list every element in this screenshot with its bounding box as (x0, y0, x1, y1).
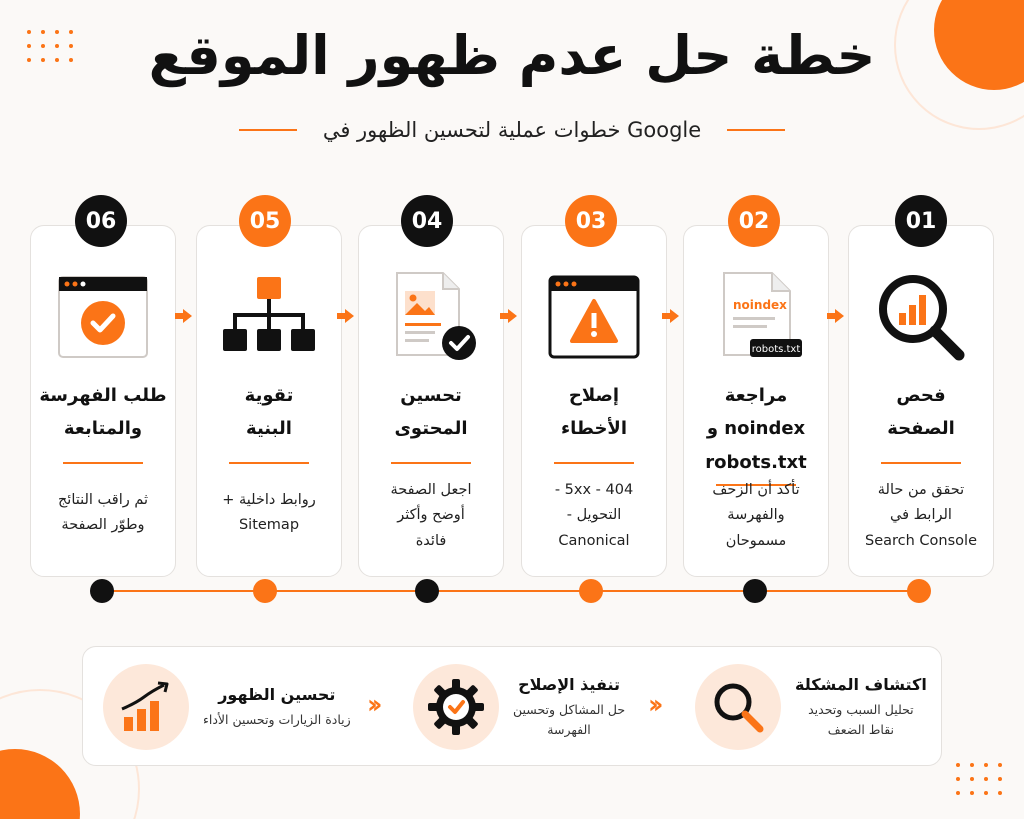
step-description: اجعل الصفحة أوضح وأكثر فائدة (390, 482, 472, 549)
timeline-dot (743, 579, 767, 603)
arrow-icon (670, 309, 679, 323)
timeline-dot (253, 579, 277, 603)
arrow-icon (508, 309, 517, 323)
page-subtitle: خطوات عملية لتحسين الظهور في Google (322, 118, 702, 142)
summary-description: حل المشاكل وتحسين الفهرسة (513, 701, 626, 737)
page-title: خطة حل عدم ظهور الموقع (148, 24, 876, 87)
step-number-06: 06 (75, 195, 127, 247)
step-description: تحقق من حالة الرابط في Search Console (865, 482, 977, 549)
subtitle-row (0, 118, 1024, 142)
step-card-04 (358, 225, 504, 577)
timeline-dot (90, 579, 114, 603)
step-divider (229, 462, 309, 464)
sitemap-icon (197, 262, 341, 372)
summary-panel (82, 646, 942, 766)
step-description: 404 - 5xx - التحويل - Canonical (554, 482, 634, 549)
document-noindex-icon (684, 262, 828, 372)
arrow-icon (183, 309, 192, 323)
summary-description: تحليل السبب وتحديد نقاط الضعف (808, 701, 914, 737)
growth-chart-icon (103, 664, 189, 750)
subtitle-line-right (727, 129, 785, 131)
timeline-line (100, 590, 920, 592)
subtitle-line-left (239, 129, 297, 131)
step-title: تحسين المحتوى (394, 385, 468, 440)
step-divider (63, 462, 143, 464)
step-card-02 (683, 225, 829, 577)
step-number-05: 05 (239, 195, 291, 247)
magnifier-chart-icon (849, 262, 993, 372)
double-chevron-icon: ›› (367, 690, 377, 720)
summary-title: تنفيذ الإصلاح (518, 674, 620, 694)
summary-text (513, 675, 625, 740)
step-description: تأكد أن الزحف والفهرسة مسموحان (712, 482, 800, 549)
step-card-01 (848, 225, 994, 577)
arrow-icon (345, 309, 354, 323)
summary-item-improve (103, 663, 351, 751)
step-card-06 (30, 225, 176, 577)
gear-check-icon (413, 664, 499, 750)
browser-check-icon (31, 262, 175, 372)
step-number-04: 04 (401, 195, 453, 247)
summary-item-detect (695, 663, 927, 751)
timeline-dot (415, 579, 439, 603)
step-card-05 (196, 225, 342, 577)
step-title: فحص الصفحة (887, 385, 955, 440)
arrow-icon (835, 309, 844, 323)
double-chevron-icon: ›› (648, 690, 658, 720)
step-number-03: 03 (565, 195, 617, 247)
search-icon (695, 664, 781, 750)
step-description: ثم راقب النتائج وطوّر الصفحة (57, 492, 149, 534)
summary-item-implement (413, 663, 625, 751)
doc-robots-tag: robots.txt (751, 344, 801, 355)
summary-title: تحسين الظهور (218, 684, 336, 704)
summary-text (203, 685, 351, 730)
document-check-icon (359, 262, 503, 372)
step-title: تقوية البنية (244, 385, 294, 440)
step-card-03 (521, 225, 667, 577)
step-number-02: 02 (728, 195, 780, 247)
steps-row (0, 195, 1024, 595)
step-divider (391, 462, 471, 464)
browser-warning-icon (522, 262, 666, 372)
step-title: طلب الفهرسة والمتابعة (39, 385, 167, 440)
step-divider (881, 462, 961, 464)
doc-noindex-label: noindex (733, 298, 787, 312)
timeline-dot (579, 579, 603, 603)
decor-dots-bottom-right (956, 763, 1002, 795)
summary-text (795, 675, 927, 740)
step-title: إصلاح الأخطاء (560, 385, 628, 440)
step-description: روابط داخلية + Sitemap (222, 492, 316, 534)
summary-description: زيادة الزيارات وتحسين الأداء (203, 711, 351, 727)
timeline-dot (907, 579, 931, 603)
step-divider (554, 462, 634, 464)
step-number-01: 01 (895, 195, 947, 247)
summary-title: اكتشاف المشكلة (795, 674, 927, 694)
step-title: مراجعة noindex و robots.txt (705, 385, 807, 473)
